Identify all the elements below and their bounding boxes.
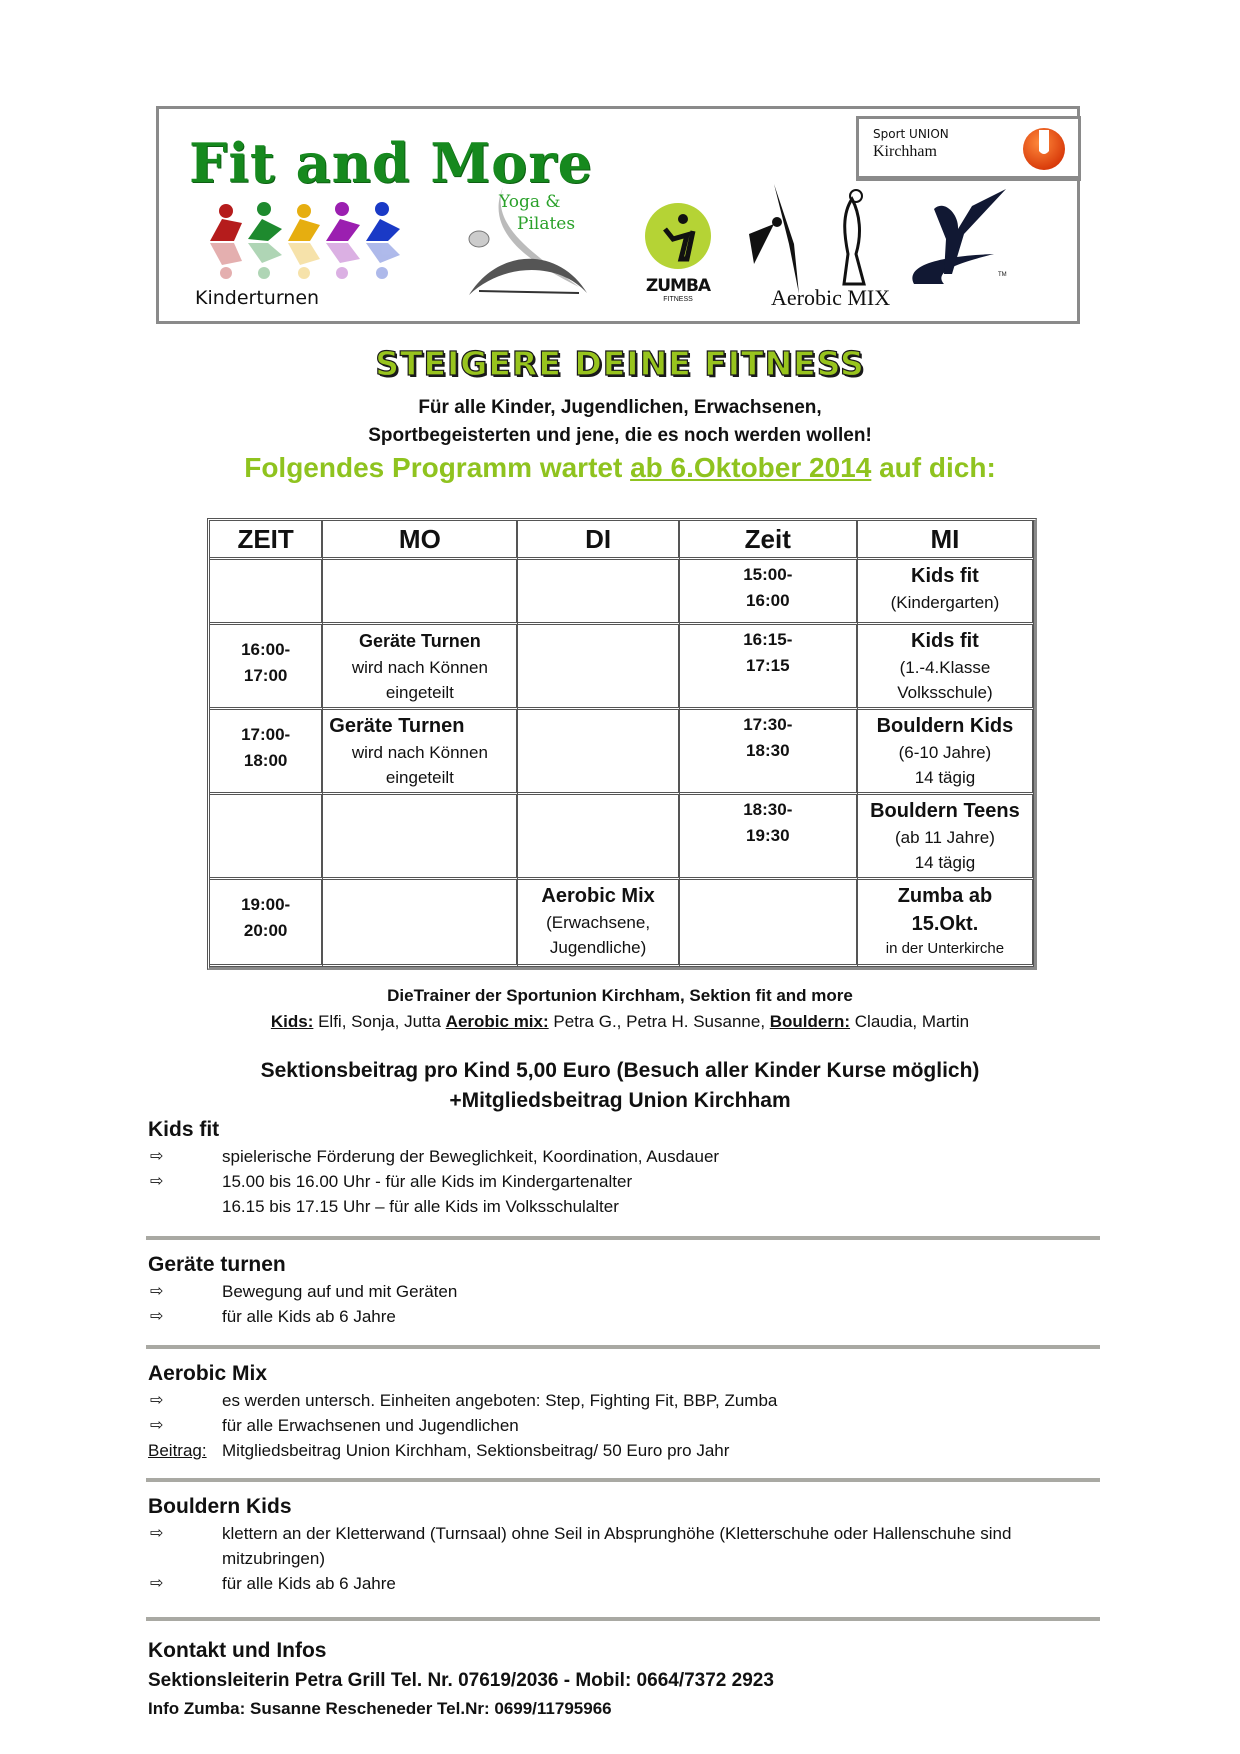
cell-zeit2: 15:00- 16:00 bbox=[680, 560, 858, 625]
yoga-pilates-text: Yoga & Pilates bbox=[499, 192, 576, 234]
table-row bbox=[210, 795, 1034, 880]
arrow-right-icon: ⇨ bbox=[150, 1575, 164, 1592]
arrow-right-icon: ⇨ bbox=[150, 1148, 164, 1165]
program-date: ab 6.Oktober 2014 bbox=[630, 452, 872, 483]
fees-block: Sektionsbeitrag pro Kind 5,00 Euro (Besuch aller Kinder Kurse möglich) +Mitgliedsbeitrag Union Kirchham bbox=[260, 1059, 980, 1112]
table-row bbox=[210, 560, 1034, 625]
cell-mo: Geräte Turnen wird nach Können eingeteilt bbox=[323, 710, 518, 795]
cell-di bbox=[518, 560, 679, 625]
cell-zeit2: 17:30- 18:30 bbox=[680, 710, 858, 795]
section-divider bbox=[146, 1478, 1100, 1482]
cell-mo bbox=[323, 795, 518, 880]
section-divider bbox=[146, 1345, 1100, 1349]
contact-line-zumba: Info Zumba: Susanne Rescheneder Tel.Nr: 0699/11795966 bbox=[148, 1699, 612, 1718]
kids-figures-icon bbox=[204, 201, 404, 281]
cell-mo: Geräte Turnen wird nach Können eingeteilt bbox=[323, 625, 518, 710]
cell-zeit: 17:00- 18:00 bbox=[210, 710, 323, 795]
cell-mi: Kids fit (1.-4.Klasse Volksschule) bbox=[858, 625, 1034, 710]
contact-title: Kontakt und Infos bbox=[148, 1639, 327, 1662]
cell-mi: Zumba ab 15.Okt. in der Unterkirche bbox=[858, 880, 1034, 967]
col-header-mi: MI bbox=[858, 521, 1034, 560]
section-divider bbox=[146, 1617, 1100, 1621]
section-divider bbox=[146, 1236, 1100, 1240]
table-row bbox=[210, 880, 1034, 967]
table-row bbox=[210, 625, 1034, 710]
col-header-di: DI bbox=[518, 521, 679, 560]
cell-mi: Bouldern Teens (ab 11 Jahre) 14 tägig bbox=[858, 795, 1034, 880]
cell-zeit bbox=[210, 795, 323, 880]
cell-di: Aerobic Mix (Erwachsene, Jugendliche) bbox=[518, 880, 679, 967]
intro-text: Für alle Kinder, Jugendlichen, Erwachsenen, Sportbegeisterten und jene, die es noch werden wollen! bbox=[368, 397, 872, 446]
section-kids-fit: Kids fit ⇨ spielerische Förderung der Beweglichkeit, Koordination, Ausdauer ⇨ 15.00 bis 16.00 Uhr - für alle Kids im Kindergartenalter 16.15 bis 17.15 Uhr – für alle Kids im Volksschulalter bbox=[148, 1116, 1098, 1219]
section-title: Geräte turnen bbox=[148, 1253, 286, 1276]
svg-text:TM: TM bbox=[998, 272, 1007, 278]
arrow-right-icon: ⇨ bbox=[150, 1173, 164, 1190]
union-logo-icon bbox=[1022, 127, 1066, 171]
cell-di bbox=[518, 710, 679, 795]
section-title: Aerobic Mix bbox=[148, 1362, 268, 1385]
trainers-list: Kids: Elfi, Sonja, Jutta Aerobic mix: Petra G., Petra H. Susanne, Bouldern: Claudia, Martin bbox=[270, 1012, 970, 1031]
cell-mo bbox=[323, 880, 518, 967]
arrow-right-icon: ⇨ bbox=[150, 1308, 164, 1325]
cell-zeit: 16:00- 17:00 bbox=[210, 625, 323, 710]
zumba-figure-icon bbox=[643, 201, 713, 271]
beitrag-label: Beitrag: bbox=[148, 1441, 207, 1460]
aerobic-figures-icon bbox=[744, 184, 1034, 294]
trainers-heading: DieTrainer der Sportunion Kirchham, Sektion fit and more bbox=[387, 986, 853, 1005]
brand-title: Fit and More bbox=[189, 131, 594, 195]
program-start-line: Folgendes Programm wartet ab 6.Oktober 2014 auf dich: bbox=[244, 452, 996, 483]
cell-di bbox=[518, 795, 679, 880]
cell-mi: Kids fit (Kindergarten) bbox=[858, 560, 1034, 625]
arrow-right-icon: ⇨ bbox=[150, 1525, 164, 1542]
header-banner bbox=[156, 106, 1080, 324]
section-aerobic-mix: Aerobic Mix ⇨ es werden untersch. Einheiten angeboten: Step, Fighting Fit, BBP, Zumba ⇨ für alle Erwachsenen und Jugendlichen Beitrag: Mitgliedsbeitrag Union Kirchham, Sektionsbeitrag/ 50 Euro pro Jahr bbox=[148, 1360, 1098, 1463]
trainers-block bbox=[0, 983, 1240, 1035]
section-geraete-turnen: Geräte turnen ⇨ Bewegung auf und mit Geräten ⇨ für alle Kids ab 6 Jahre bbox=[148, 1251, 1098, 1329]
table-header-row bbox=[210, 521, 1034, 560]
contact-block bbox=[148, 1636, 1098, 1722]
sport-union-badge: Sport UNION Kirchham bbox=[856, 116, 1081, 181]
arrow-right-icon: ⇨ bbox=[150, 1417, 164, 1434]
zumba-logo: ZUMBA FITNESS bbox=[643, 201, 723, 301]
table-row bbox=[210, 710, 1034, 795]
col-header-zeit2: Zeit bbox=[680, 521, 858, 560]
cell-di bbox=[518, 625, 679, 710]
section-title: Kids fit bbox=[148, 1118, 220, 1141]
cell-zeit2: 18:30- 19:30 bbox=[680, 795, 858, 880]
contact-line-petra: Sektionsleiterin Petra Grill Tel. Nr. 07619/2036 - Mobil: 0664/7372 2923 bbox=[148, 1670, 774, 1691]
schedule-table bbox=[207, 518, 1037, 970]
arrow-right-icon: ⇨ bbox=[150, 1392, 164, 1409]
slogan-title: STEIGERE DEINE FITNESS bbox=[375, 344, 865, 383]
cell-zeit2: 16:15- 17:15 bbox=[680, 625, 858, 710]
cell-zeit2 bbox=[680, 880, 858, 967]
cell-zeit bbox=[210, 560, 323, 625]
col-header-zeit: ZEIT bbox=[210, 521, 323, 560]
cell-mo bbox=[323, 560, 518, 625]
kinderturnen-label: Kinderturnen bbox=[195, 287, 320, 309]
aerobic-mix-label: Aerobic MIX bbox=[771, 285, 891, 310]
col-header-mo: MO bbox=[323, 521, 518, 560]
section-title: Bouldern Kids bbox=[148, 1495, 292, 1518]
cell-zeit: 19:00- 20:00 bbox=[210, 880, 323, 967]
arrow-right-icon: ⇨ bbox=[150, 1283, 164, 1300]
section-bouldern-kids: Bouldern Kids ⇨ klettern an der Kletterwand (Turnsaal) ohne Seil in Absprunghöhe (Kletterschuhe oder Hallenschuhe sind mitzubringen) ⇨ für alle Kids ab 6 Jahre bbox=[148, 1493, 1098, 1596]
cell-mi: Bouldern Kids (6-10 Jahre) 14 tägig bbox=[858, 710, 1034, 795]
